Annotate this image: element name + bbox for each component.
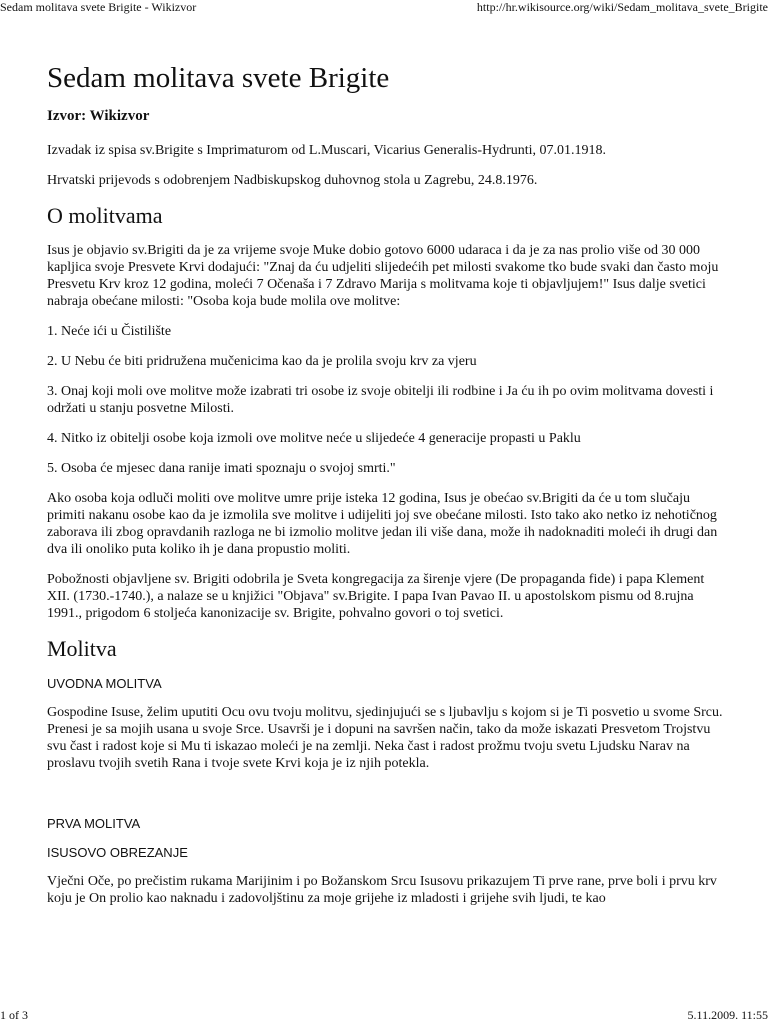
page-title: Sedam molitava svete Brigite bbox=[47, 62, 390, 94]
section-heading-molitva: Molitva bbox=[47, 636, 117, 661]
source-line: Izvor: Wikizvor bbox=[47, 108, 150, 124]
section-paragraph: Pobožnosti objavljene sv. Brigiti odobrila je Sveta kongregacija za širenje vjere (De propaganda fide) i papa Klement XII. (1730.-1740.), a nalaze se u knjižici "Objava" sv.Brigite. I papa Ivan Pavao II. u apostolskom pismu od 8.rujna 1991., prigodom 6 stoljeća kanonizacije sv. Brigite, pohvalno govori o toj svetici. bbox=[47, 572, 705, 621]
section-paragraph: Ako osoba koja odluči moliti ove molitve umre prije isteka 12 godina, Isus je obećao sv.Brigiti da će u tom slučaju primiti nakanu osobe kao da je izmolila sve molitve i udijeliti joj sve obećane milosti. Isto tako ako netko iz nehotičnog zaborava ili zbog opravdanih razloga ne bi izmolio molitve jedan ili više dana, može ih nadoknaditi moleći ih drugi dan dva ili onoliko puta koliko ih je dana propustio moliti. bbox=[47, 491, 718, 557]
print-header bbox=[0, 0, 768, 14]
intro-paragraph: Hrvatski prijevods s odobrenjem Nadbiskupskog duhovnog stola u Zagrebu, 24.8.1976. bbox=[47, 173, 538, 188]
section-heading-o-molitvama: O molitvama bbox=[47, 203, 163, 228]
promise-item: 5. Osoba će mjesec dana ranije imati spoznaju o svojoj smrti." bbox=[47, 461, 396, 476]
prayer-label: PRVA MOLITVA bbox=[47, 816, 141, 831]
promise-item: 4. Nitko iz obitelji osobe koja izmoli ove molitve neće u slijedeće 4 generacije propasti u Paklu bbox=[47, 431, 581, 446]
prayer-text: Gospodine Isuse, želim uputiti Ocu ovu tvoju molitvu, sjedinjujući se s ljubavlju s kojom si je Ti posvetio u svome Srcu. Prenesi je sa mojih usana u svoje Srce. Usavrši je i dopuni na savršen način, tako da može iskazati Presvetom Trojstvu svu čast i radost koje si Mu ti iskazao moleći je na zemlji. Neka čast i radost prožmu tvoju svetu Ljudsku Narav na proslavu tvojih svetih Rana i tvoje svete Krvi koja je iz njih potekla. bbox=[47, 705, 723, 771]
promises-list bbox=[47, 323, 727, 477]
prayer-text: Vječni Oče, po prečistim rukama Marijinim i po Božanskom Srcu Isusovu prikazujem Ti prve rane, prve boli i prvu krv koju je On prolio kao naknadu i zadovoljštinu za moje grijehe iz mladosti i grijehe svih ljudi, te kao bbox=[47, 874, 717, 906]
promise-item: 2. U Nebu će biti pridružena mučenicima kao da je prolila svoju krv za vjeru bbox=[47, 354, 477, 369]
prayer-label: UVODNA MOLITVA bbox=[47, 676, 162, 691]
print-footer bbox=[0, 1008, 768, 1022]
intro-paragraph: Izvadak iz spisa sv.Brigite s Imprimaturom od L.Muscari, Vicarius Generalis-Hydrunti, 07.01.1918. bbox=[47, 143, 607, 158]
page-number: 1 of 3 bbox=[0, 1008, 28, 1022]
print-header-url[interactable]: http://hr.wikisource.org/wiki/Sedam_molitava_svete_Brigite bbox=[476, 0, 768, 14]
promise-item: 3. Onaj koji moli ove molitve može izabrati tri osobe iz svoje obitelji ili rodbine i Ja ću ih po ovim molitvama dovesti i održati u stanju posvetne Milosti. bbox=[47, 384, 714, 416]
promise-item: 1. Neće ići u Čistilište bbox=[47, 324, 172, 339]
article-content bbox=[47, 60, 727, 920]
spacer bbox=[47, 785, 727, 815]
section-paragraph: Isus je objavio sv.Brigiti da je za vrijeme svoje Muke dobio gotovo 6000 udaraca i da je za nas prolio više od 30 000 kapljica svoje Presvete Krvi dodajući: "Znaj da ću udjeliti slijedećih pet milosti svakome tko bude svaki dan často moju Presvetu Krv kroz 12 godina, moleći 7 Očenaša i 7 Zdravo Marija s molitvama koje ti objavljujem!" Isus dalje svetici nabraja obećane milosti: "Osoba koja bude molila ove molitve: bbox=[47, 243, 719, 309]
print-datetime: 5.11.2009. 11:55 bbox=[687, 1008, 768, 1022]
prayer-subtitle: ISUSOVO OBREZANJE bbox=[47, 845, 188, 860]
print-header-title: Sedam molitava svete Brigite - Wikizvor bbox=[0, 0, 197, 14]
